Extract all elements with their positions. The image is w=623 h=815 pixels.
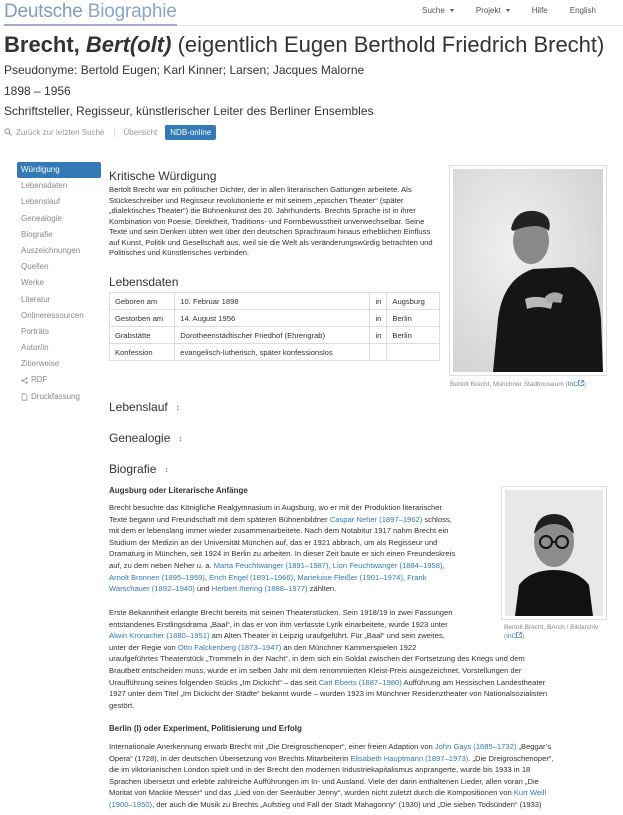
cell-value: evangelisch-lutherisch, später konfessionslos (175, 344, 370, 361)
license-link[interactable]: InC (567, 381, 578, 388)
search-icon (4, 128, 12, 136)
nav-item-projekt[interactable] (465, 6, 521, 15)
sidebar-item-werke[interactable] (17, 275, 101, 291)
text-line (109, 619, 547, 631)
bio-paragraph-2 (109, 607, 547, 711)
brand-part1: Deutsche (4, 1, 83, 22)
bio-heading-1: Augsburg oder Literarische Anfänge (109, 486, 248, 495)
text-line (109, 665, 547, 677)
text-segment: . „Die Dreigroschenoper“, (468, 753, 554, 763)
section-title: Lebenslauf (109, 400, 168, 414)
sidebar-item-genealogie[interactable] (17, 211, 101, 227)
portrait-photo-2[interactable] (501, 486, 607, 620)
text-line (109, 537, 455, 549)
text-line (109, 583, 455, 595)
external-link-icon (578, 380, 584, 386)
section-biografie[interactable] (109, 462, 168, 476)
external-link-icon (516, 632, 522, 638)
text-line (109, 502, 455, 514)
text-segment: uraufgeführtes Theaterstück „Trommeln in der Nacht“, in dem sich ein Soldat zwischen der Fortsetzung des Kriegs und dem (109, 654, 525, 664)
sidebar-item-zitierweise[interactable] (17, 356, 101, 372)
section-title-wuerdigung: Kritische Würdigung (109, 169, 217, 183)
nav-item-hilfe[interactable] (521, 6, 559, 15)
bio-paragraph-3 (109, 741, 554, 811)
sidebar-item-lebensdaten[interactable] (17, 178, 101, 194)
table-row (110, 293, 440, 310)
back-label: Zurück zur letzten Suche (16, 127, 105, 137)
person-link[interactable]: Herbert Ihering (1888–1977) (211, 584, 308, 594)
text-segment: gestört. (109, 700, 135, 710)
text-segment: Sprachen übersetzt und erlebte zahlreiche Aufführungen im In- und Ausland. Viele der darin enthaltenen Lieder, allen voran „Die (109, 776, 539, 786)
text-line (109, 764, 554, 776)
text-segment: unter der Regie von (109, 642, 178, 652)
text-segment: , (402, 572, 408, 582)
text-line (109, 653, 547, 665)
person-link[interactable]: John Gays (1685–1732) (434, 742, 517, 751)
tab-ndb-online[interactable]: NDB-online (165, 125, 216, 140)
cell-place (387, 344, 440, 361)
text-line (109, 753, 554, 765)
text-segment: , (328, 560, 333, 570)
text-segment: und (194, 584, 212, 594)
person-link[interactable]: Frank (407, 572, 427, 582)
text-segment: Brecht besuchte das Königliche Realgymnasium in Augsburg, wo er mit der Produktion literarischer (109, 503, 443, 512)
brand-part2: Biographie (87, 1, 177, 22)
text-segment: die im viktorianischen London spielt und in der Brecht den modernen Industriekapitalismus anprangerte, wurde bis 1933 in 18 (109, 765, 531, 775)
text-segment: mit dem er lebenslang immer wieder zusammenarbeitete. Nach dem Notabitur 1917 nahm Brecht ein (109, 526, 449, 536)
nav-label: Projekt (475, 6, 501, 15)
text-segment: am Alten Theater in Leipzig uraufgeführt. Für „Baal“ und sein zweites, (209, 631, 445, 641)
text-segment: , der auch die Musik zu Brechts „Aufstieg und Fall der Stadt Mahagonny“ (1930) und „Die sieben Todsünden“ (1933) (152, 799, 542, 809)
text-line (109, 688, 547, 700)
life-dates: 1898 – 1956 (4, 84, 71, 98)
text-segment: Moritat von Mackie Messer“ und das „Lied von der Seeräuber Jenny“, wurden nicht zuletzt durch die Kompositionen von (109, 788, 514, 798)
nav-item-suche[interactable] (411, 6, 465, 15)
text-line (109, 514, 455, 526)
sidebar-item-label: Auszeichnungen (21, 245, 81, 255)
page-title (4, 32, 604, 58)
sidebar-item-label: RDF (31, 375, 48, 385)
cell-value: Dorotheenstädtischer Friedhof (Ehrengrab) (175, 327, 370, 344)
sidebar-nav (17, 162, 101, 405)
person-link[interactable]: Otto Falckenberg (1873–1947) (177, 642, 282, 652)
text-line (109, 799, 554, 811)
person-link[interactable]: Alwin Kronacher (1880–1951) (109, 631, 210, 641)
portrait-caption: Bertolt Brecht, Münchner Stadtmuseum (InC ) (450, 381, 587, 388)
portrait-image (453, 169, 603, 372)
text-segment: Opera“ (1728), in der deutschen Übersetzung von Brechts Mitarbeiterin (109, 753, 351, 763)
cell-in: in (370, 310, 387, 327)
text-segment: auf, zu dem neben Neher u. a. (109, 560, 214, 570)
cell-in: in (370, 327, 387, 344)
text-line (109, 560, 455, 572)
sidebar-item-label: Würdigung (21, 165, 60, 174)
text-segment: , (442, 560, 445, 570)
sidebar-item-label: Onlineressourcen (21, 310, 84, 320)
text-segment: Uraufführung seines folgenden Stücks „Im Dickicht“ – das seit (109, 677, 319, 687)
section-genealogie[interactable] (109, 431, 182, 445)
sidebar-item-würdigung[interactable] (17, 162, 101, 178)
text-segment: Erste Bekanntheit erlangte Brecht bereits mit seinen Theaterstücken. Sein 1918/19 in zwei Fassungen (109, 608, 453, 617)
top-navbar (0, 0, 623, 26)
text-line (109, 548, 455, 560)
cell-place: Berlin (387, 310, 440, 327)
expand-arrows-icon[interactable]: ↕ (164, 464, 169, 474)
caption-text: Bertolt Brecht, BArch / Bildarchiv (504, 624, 599, 631)
text-segment: schloss, (422, 514, 452, 524)
sidebar-item-biografie[interactable] (17, 227, 101, 243)
text-segment: entstandenes Erstlingsdrama „Baal“, in das er von ihm verfasste Lyrik einarbeitete, wurde 1923 unter (109, 619, 448, 629)
nav-label: Hilfe (531, 6, 548, 15)
person-link[interactable]: Marieluise Fleißer (1901–1974) (297, 572, 403, 582)
occupation: Schriftsteller, Regisseur, künstlerischer Leiter des Berliner Ensembles (4, 104, 374, 118)
cell-value: 14. August 1956 (175, 310, 370, 327)
person-link[interactable]: Lion Feuchtwanger (1884–1958) (332, 560, 443, 570)
sidebar-item-rdf[interactable] (17, 372, 101, 388)
title-surname: Brecht, (4, 32, 86, 57)
caption-text: Bertolt Brecht, Münchner Stadtmuseum (450, 381, 564, 388)
cell-place: Berlin (387, 327, 440, 344)
text-segment: 1927 unter dem Titel „Im Dickicht der Städte“ bekannt wurde – wurden 1923 im Münchner Residenztheater von Nationalsozialisten (109, 689, 548, 699)
share-icon (21, 377, 28, 384)
text-segment: Aufführung am Hessischen Landestheater (401, 677, 546, 687)
document-icon (21, 393, 28, 401)
sidebar-item-label: Biografie (21, 229, 53, 239)
portrait-drawing (453, 169, 603, 372)
sidebar-item-literatur[interactable] (17, 292, 101, 308)
main-nav (411, 6, 607, 15)
text-segment: zählten. (307, 584, 337, 594)
sidebar-item-label: Quellen (21, 262, 49, 272)
wuerdigung-text: Bertolt Brecht war ein politischer Dichter, der in allen literarischen Gattungen arbeitete. Als Stückeschreiber und Regisseur revolutionierte er mit seinem „epischen Theater“ (später „dialektisches Theater“) die Bühnenkunst des 20. Jahrhunderts. Brechts Sprache ist in ihrer Kombination von Poesie, Direktheit, Traditions- und Formbewusstheit unverwechselbar. Seine Texte und sein Denken übten weit über den deutschen Sprachraum hinaus erheblichen Einfluss auf Kunst, Politik und Gesellschaft aus, weil sie die Welt als veränderungswürdig betrachten und Politisches und Künstlerisches verbinden. (109, 185, 433, 257)
person-link[interactable]: Kurt Weill (513, 788, 547, 798)
nav-item-english[interactable] (559, 6, 607, 15)
portrait-drawing-2 (505, 490, 603, 616)
sidebar-item-label: Lebensdaten (21, 181, 68, 191)
table-row (110, 344, 440, 361)
person-link[interactable]: Elisabeth Hauptmann (1897–1973) (350, 753, 469, 763)
text-line (109, 572, 455, 584)
sidebar-item-label: Lebenslauf (21, 197, 61, 207)
text-segment: Brautbett entscheiden muss, wurde er im selben Jahr mit dem renommierten Kleist-Preis ausgezeichnet. Vorstellungen der (109, 665, 522, 675)
text-segment: Studium der Medizin an der Universität München auf, das er 1921 abbrach, um als Regisseur und (109, 537, 438, 547)
sidebar-item-autor-in[interactable] (17, 340, 101, 356)
section-title: Biografie (109, 462, 157, 476)
sidebar-item-auszeichnungen[interactable] (17, 243, 101, 259)
text-line (109, 630, 547, 642)
portrait-photo[interactable] (449, 165, 607, 376)
bio-paragraph-1 (109, 502, 455, 595)
portrait-caption-2: Bertolt Brecht, BArch / Bildarchiv (InC ) (504, 624, 599, 640)
text-segment: an den Münchner Kammerspielen 1922 (281, 642, 417, 652)
cell-value: 10. Februar 1898 (175, 293, 370, 310)
cell-in (370, 344, 387, 361)
text-line (109, 700, 547, 712)
license-link[interactable]: InC (506, 633, 517, 640)
text-segment: Texte begann und Freundschaft mit dem späteren Bühnenbildner (109, 514, 330, 524)
cell-label: Geboren am (110, 293, 175, 310)
section-title-lebensdaten: Lebensdaten (109, 275, 179, 289)
nav-label: English (569, 6, 596, 15)
person-link[interactable]: Caspar Neher (1897–1962) (329, 514, 423, 524)
lebensdaten-table (109, 292, 440, 361)
section-title: Genealogie (109, 431, 171, 445)
text-line (109, 787, 554, 799)
text-segment: „Beggar’s (516, 742, 552, 751)
sub-toolbar (4, 124, 216, 140)
person-link[interactable]: (1900–1950) (109, 799, 153, 809)
text-segment: Dramaturg in München, seit 1924 in Berlin zu arbeiten. In dieser Zeit baute er sich einen Freundeskreis (109, 549, 456, 559)
title-forename: Bert(olt) (85, 32, 172, 57)
sidebar-item-label: Autor/in (21, 343, 49, 353)
sidebar-item-quellen[interactable] (17, 259, 101, 275)
nav-label: Suche (422, 6, 445, 15)
cell-label: Grabstätte (110, 327, 175, 344)
sidebar-item-druckfassung[interactable] (17, 389, 101, 405)
text-line (109, 741, 554, 753)
sidebar-item-lebenslauf[interactable] (17, 194, 101, 210)
sidebar-item-label: Literatur (21, 294, 51, 304)
title-fullname: (eigentlich Eugen Berthold Friedrich Brecht) (171, 32, 605, 57)
tab-overview[interactable]: Übersicht (123, 127, 158, 137)
portrait-image-2 (505, 490, 603, 616)
person-link[interactable]: Warschauer (1892–1940) (109, 584, 195, 594)
text-line (109, 642, 547, 654)
sidebar-item-label: Genealogie (21, 213, 62, 223)
person-link[interactable]: Marta Feuchtwanger (1891–1987) (213, 560, 329, 570)
sidebar-item-label: Druckfassung (31, 391, 80, 401)
expand-arrows-icon[interactable]: ↕ (178, 433, 183, 443)
cell-in: in (370, 293, 387, 310)
table-row (110, 327, 440, 344)
text-segment: , (204, 572, 210, 582)
table-row (110, 310, 440, 327)
expand-arrows-icon[interactable]: ↕ (175, 402, 180, 412)
sidebar-item-label: Zitierweise (21, 359, 60, 369)
site-logo[interactable] (4, 1, 177, 26)
cell-label: Gestorben am (110, 310, 175, 327)
text-segment: Internationale Anerkennung erwarb Brecht mit „Die Dreigroschenoper“, einer freien Adaption von (109, 742, 435, 751)
sidebar-item-porträts[interactable] (17, 324, 101, 340)
pseudonyms: Pseudonyme: Bertold Eugen; Karl Kinner; Larsen; Jacques Malorne (4, 63, 365, 77)
person-link[interactable]: Arnolt Bronnen (1895–1959) (109, 572, 205, 582)
sidebar-item-label: Porträts (21, 326, 50, 336)
text-line (109, 677, 547, 689)
sidebar-item-onlineressourcen[interactable] (17, 308, 101, 324)
caret-down-icon (450, 9, 454, 12)
section-lebenslauf[interactable] (109, 400, 180, 414)
text-segment: , (293, 572, 298, 582)
bio-heading-2: Berlin (I) oder Experiment, Politisierung und Erfolg (109, 724, 302, 733)
back-to-search-link[interactable] (4, 128, 115, 137)
text-line (109, 776, 554, 788)
cell-label: Konfession (110, 344, 175, 361)
sidebar-item-label: Werke (21, 278, 44, 288)
cell-place: Augsburg (387, 293, 440, 310)
text-line (109, 525, 455, 537)
person-link[interactable]: Carl Eberts (1887–1980) (318, 677, 402, 687)
person-link[interactable]: Erich Engel (1891–1966) (209, 572, 294, 582)
text-line (109, 607, 547, 619)
caret-down-icon (506, 9, 510, 12)
